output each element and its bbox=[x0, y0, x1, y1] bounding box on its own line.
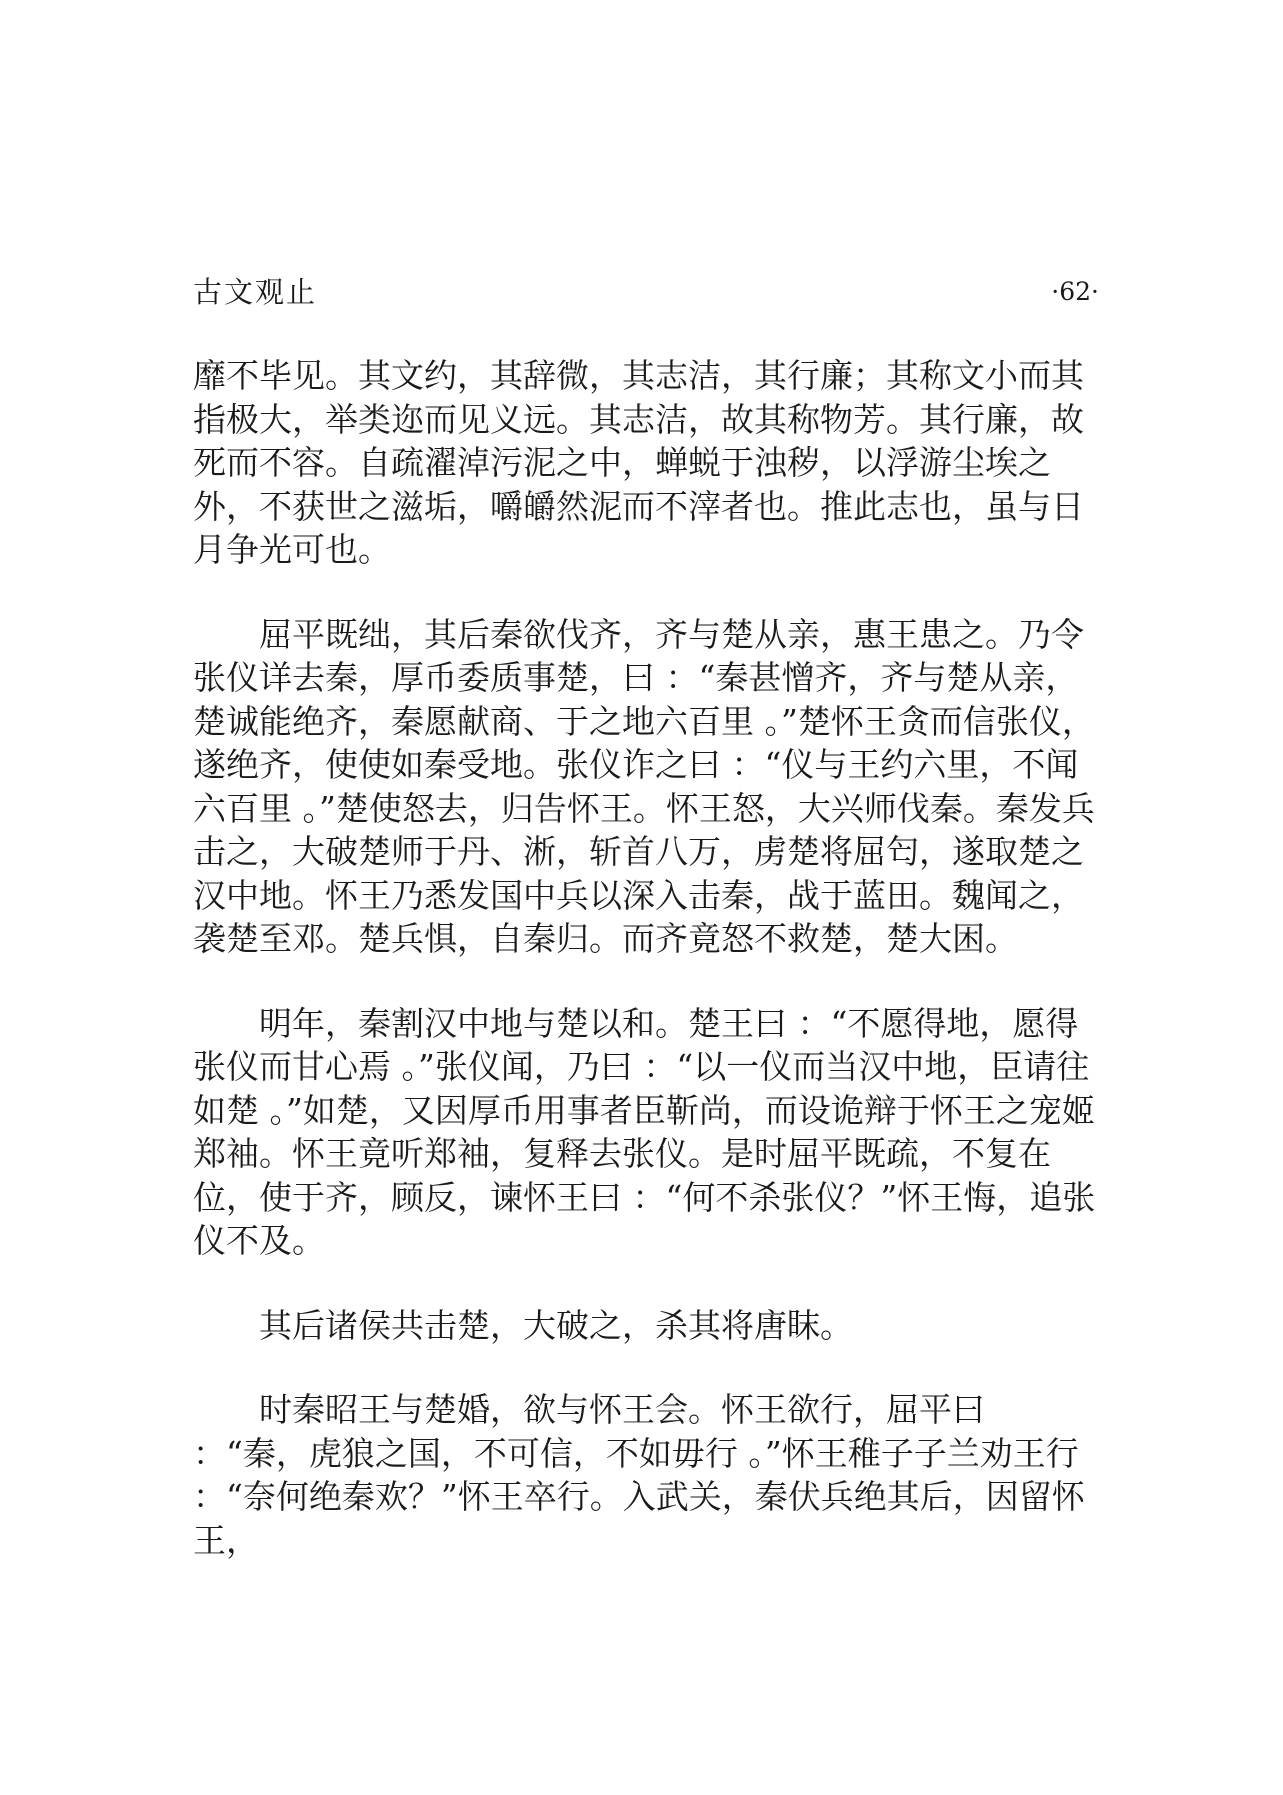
page-number: ·62· bbox=[1051, 277, 1099, 306]
body-text bbox=[193, 354, 1099, 1562]
book-title: 古文观止 bbox=[193, 275, 318, 309]
paragraph-1: 靡不毕见。其文约，其辞微，其志洁，其行廉；其称文小而其指极大，举类迩而见义远。其志洁，故其称物芳。其行廉，故死而不容。自疏濯淖污泥之中，蝉蜕于浊秽，以浮游尘埃之外，不获世之滋垢，嚼皭然泥而不滓者也。推此志也，虽与日月争光可也。 bbox=[193, 356, 1084, 569]
paragraph-5: 时秦昭王与楚婚，欲与怀王会。怀王欲行，屈平曰 ：“秦，虎狼之国，不可信，不如毋行 。”怀王稚子子兰劝王行 ：“奈何绝秦欢？”怀王卒行。入武关，秦伏兵绝其后，因留怀王， bbox=[193, 1390, 1085, 1560]
page-header bbox=[193, 272, 1099, 312]
paragraph-2: 屈平既绌，其后秦欲伐齐，齐与楚从亲，惠王患之。乃令张仪详去秦，厚币委质事楚，曰 ：“秦甚憎齐，齐与楚从亲，楚诚能绝齐，秦愿献商、于之地六百里 。”楚怀王贪而信张仪，遂绝齐，使使如秦受地。张仪诈之曰 ：“仪与王约六里，不闻六百里 。”楚使怒去，归告怀王。怀王怒，大兴师伐秦。秦发兵击之，大破楚师于丹、淅，斩首八万，虏楚将屈匄，遂取楚之汉中地。怀王乃悉发国中兵以深入击秦，战于蓝田。魏闻之，袭楚至邓。楚兵惧，自秦归。而齐竟怒不救楚，楚大困。 bbox=[193, 614, 1095, 958]
paragraph-3: 明年，秦割汉中地与楚以和。楚王曰 ：“不愿得地，愿得张仪而甘心焉 。”张仪闻，乃曰 ：“以一仪而当汉中地，臣请往如楚 。”如楚，又因厚币用事者臣靳尚，而设诡辩于怀王之宠姬郑袖。怀王竟听郑袖，复释去张仪。是时屈平既疏，不复在位，使于齐，顾反，谏怀王曰 ：“何不杀张仪？”怀王悔，追张仪不及。 bbox=[193, 1003, 1096, 1260]
paragraph-4: 其后诸侯共击楚，大破之，杀其将唐眜。 bbox=[259, 1305, 853, 1345]
